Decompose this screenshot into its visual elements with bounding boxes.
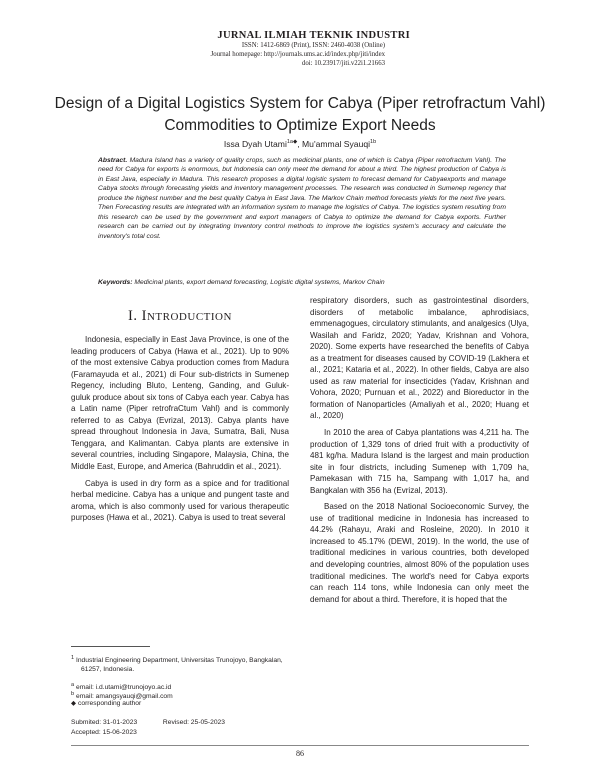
journal-name: JURNAL ILMIAH TEKNIK INDUSTRI xyxy=(217,30,410,41)
revised-date: Revised: 25-05-2023 xyxy=(162,719,225,726)
page-number: 86 xyxy=(296,749,304,758)
affiliation-mark: 1 xyxy=(71,655,75,661)
article-title: Design of a Digital Logistics System for Cabya (Piper retrofractum Vahl) Commodities to Optimize Export Needs xyxy=(54,95,546,134)
author-2-affiliation: 1b xyxy=(370,139,377,146)
page-footer-divider xyxy=(71,745,529,746)
corresponding-text: corresponding author xyxy=(78,700,142,707)
left-column xyxy=(71,334,289,524)
journal-doi[interactable]: doi: 10.23917/jiti.v22i1.21663 xyxy=(301,60,385,68)
abstract-text: Madura Island has a variety of quality crops, such as medicinal plants, one of which is Cabya (Piper retrofractum Vahl). The need for Cabya for exports is enormous, but Indonesia can only meet the demand for about a third. The highest production of Cabya is in East Java, especially in Madura. This research proposes a digital logistic system to forecast demand for Cabyaexports and manage Cabya stocks through forecasting yields and inventory management processes. The research was conducted in Sumenep regency that produce the highest number and the best quality Cabya in East Java. The Markov Chain method forecasts yields for the next five years. Then Forecasting results are integrated with an information system to manage the logistics of Cabya. The logistics system resulting from this research can be used by the government and export managers of Cabya to optimize the demand for Cabya exports. Further research can be carried out by integrating Inventory control methods to improve the logistics system's accuracy and calculate the inventory's total cost. xyxy=(98,157,506,240)
author-line xyxy=(0,139,600,149)
email-a-mark: a xyxy=(71,682,75,688)
submission-dates xyxy=(71,718,291,727)
keywords xyxy=(98,278,506,287)
section-title-first-letter: I xyxy=(141,308,147,324)
email-a-text[interactable]: email: i.d.utami@trunojoyo.ac.id xyxy=(75,684,172,692)
email-b-mark: b xyxy=(71,691,75,697)
author-2: Mu'ammal Syauqi xyxy=(302,139,371,149)
footnote-corresponding xyxy=(71,699,291,708)
paragraph: In 2010 the area of Cabya plantations was 4,211 ha. The production of 1,329 tons of dried fruit with a productivity of 481 kg/ha. Madura Island is the largest and main production site in four districts, including Sumenep with 1,709 ha, Pamekasan with 715 ha, Sampang with 1,017 ha, and Bangkalan with 356 ha (Evrizal, 2013). xyxy=(310,428,529,495)
abstract-label: Abstract. xyxy=(98,157,128,164)
footnote-affiliation xyxy=(71,654,301,675)
submitted-date: Submited: 31-01-2023 xyxy=(71,719,138,726)
author-1-affiliation: 1a◆ xyxy=(286,139,298,146)
keywords-label: Keywords: xyxy=(98,279,133,286)
section-title-rest: NTRODUCTION xyxy=(146,311,232,323)
affiliation-text: Industrial Engineering Department, Universitas Trunojoyo, Bangkalan, 61257, Indonesia. xyxy=(75,657,283,674)
accepted-date: Accepted: 15-06-2023 xyxy=(71,729,137,736)
section-heading-introduction xyxy=(71,308,289,325)
journal-homepage[interactable]: Journal homepage: http://journals.ums.ac.id/index.php/jiti/index xyxy=(210,51,385,59)
paragraph: Based on the 2018 National Socioeconomic Survey, the use of traditional medicine in Indonesia has increased to 44.2% (Rahayu, Araki and Rosleine, 2020). In 2010 it increased to 45.17% (DEWI, 2019). In the world, the use of traditional medicines in various countries, both developed and developing countries, almost 80% of the population uses traditional medicines. The world's need for Cabya exports can reach 114 tons, while Indonesia can only meet the demand for about a third. Therefore, it is hoped that the xyxy=(310,502,529,604)
paragraph: Indonesia, especially in East Java Province, is one of the leading producers of Cabya (Hawa et al., 2021). Up to 90% of the most extensive Cabya production comes from Madura (Faramayuda et al., 2021) di Four sub-districts in Sumenep Regency, including Bluto, Lenteng, Ganding, and Guluk-guluk produce about six tons of Cabya each year. Cabya has a Latin name (Piper retrofraCtum Vahl) and is commonly referred to as Cabya (Evrizal, 2013). Cabya plants have spread throughout Indonesia in Java, Sumatra, Bali, Nusa Tenggara, and Kalimantan. Cabya plants are extensive in several countries, including Singapore, Malaysia, China, the Middle East, Europe, and America (Bahruddin et al., 2021). xyxy=(71,335,289,472)
abstract xyxy=(98,156,506,241)
author-separator: , xyxy=(297,139,303,149)
footnote-divider xyxy=(71,646,150,647)
author-1: Issa Dyah Utami xyxy=(223,139,287,149)
section-numeral: I. xyxy=(128,308,138,324)
keywords-text: Medicinal plants, export demand forecasting, Logistic digital systems, Markov Chain xyxy=(134,279,385,286)
paragraph: respiratory disorders, such as gastrointestinal disorders, disorders of metabolic imbalance, aphrodisiacs, emmenagogues, circulatory stimulants, and analgesics (Ulya, Wasilah and Faridz, 2020; Yadav, Krishnan and Vohora, 2020). Some experts have researched the benefits of Cabya as a treatment for diseases caused by COVID-19 (Lakhera et al., 2021; Kataria et al., 2022). In other fields, Cabya are also used as raw material for insecticides (Yadav, Krishnan and Vohora, 2020; Purnuan et al., 2022) and Bioreductor in the formation of Nanoparticles (Amaliyah et al., 2020; Huang et al., 2020) xyxy=(310,296,529,421)
journal-header xyxy=(0,30,600,69)
right-column xyxy=(310,295,529,605)
paragraph: Cabya is used in dry form as a spice and for traditional herbal medicine. Cabya has a unique and pungent taste and aroma, which is also commonly used for various therapeutic purposes (Hawa et al., 2021). Cabya is used to treat several xyxy=(71,478,289,523)
email-b-text[interactable]: email: amangsyauqi@gmail.com xyxy=(75,693,173,701)
journal-issn: ISSN: 1412-6869 (Print), ISSN: 2460-4038 (Online) xyxy=(241,42,385,49)
corresponding-mark: ◆ xyxy=(71,700,77,707)
